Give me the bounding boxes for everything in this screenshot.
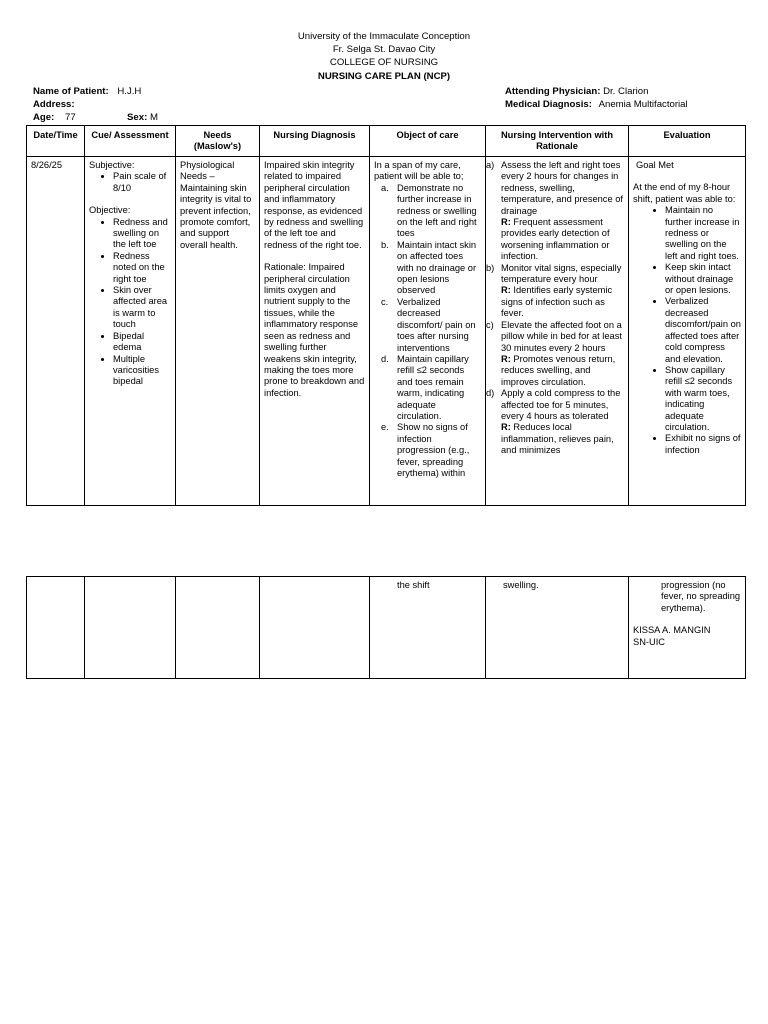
evaluation-intro: At the end of my 8-hour shift, patient was able to: [633, 182, 736, 204]
ncp-continuation-table [26, 576, 746, 679]
physician-row [505, 85, 648, 98]
intervention-list [486, 160, 624, 457]
physician-label: Attending Physician: [505, 86, 601, 97]
medical-diagnosis-label: Medical Diagnosis: [505, 99, 592, 110]
ncp-header-row [27, 126, 746, 157]
cont-intervention-cell [486, 577, 629, 679]
objective-item: • Redness noted on the right toe [113, 251, 171, 285]
college-name: COLLEGE OF NURSING [329, 57, 439, 68]
header-date-time: Date/Time [27, 126, 85, 157]
signature-role: SN-UIC [633, 636, 666, 647]
document-title: NURSING CARE PLAN (NCP) [317, 71, 451, 82]
header-nursing-diagnosis: Nursing Diagnosis [260, 126, 370, 157]
intervention-item: c) Elevate the affected foot on a pillow while in bed for at least 30 minutes every 2 hours R: Promotes venous return, reduces swelling, and improves circulation. [486, 319, 622, 387]
goal-item: a. Demonstrate no further increase in redness or swelling on the left and right toes [381, 182, 477, 239]
ncp-entry-row [27, 157, 746, 506]
patient-name-label: Name of Patient: [33, 86, 109, 97]
intervention-item: d) Apply a cold compress to the affected toe for 5 minutes, every 4 hours as tolerated R: Reduces local inflammation, relieves pain, and minimizes [486, 388, 621, 456]
date-value: 8/26/25 [31, 160, 63, 170]
university-address: Fr. Selga St. Davao City [332, 44, 436, 55]
evaluation-item: • Show capillary refill ≤2 seconds with warm toes, indicating adequate circulation. [665, 365, 741, 433]
signature-name: KISSA A. MANGIN [633, 625, 711, 636]
header-evaluation: Evaluation [629, 126, 746, 157]
patient-age-label: Age: [33, 112, 55, 123]
objective-item: • Redness and swelling on the left toe [113, 217, 171, 251]
diagnosis-rationale: Rationale: Impaired peripheral circulation limits oxygen and nutrient supply to the tissues, while the inflammatory response seen as redness and swelling further weakens skin integrity, making the toes more prone to breakdown and infection. [264, 262, 365, 398]
medical-diagnosis: Anemia Multifactorial [598, 99, 688, 110]
header-cue-assessment: Cue/ Assessment [85, 126, 176, 157]
goal-item: d. Maintain capillary refill ≤2 seconds and toes remain warm, indicating adequate circulation. [381, 353, 469, 421]
header-needs: Needs (Maslow's) [176, 126, 260, 157]
objective-list [89, 217, 171, 388]
goal-item: e. Show no signs of infection progression (e.g., fever, spreading erythema) within [381, 422, 470, 478]
continuation-row [27, 577, 746, 679]
cont-diagnosis-cell [260, 577, 370, 679]
evaluation-cell [629, 157, 746, 506]
nursing-diagnosis-text: Impaired skin integrity related to impaired peripheral circulation and inflammatory response, as evidenced by redness and swelling of the left toe and redness of the right toe. [264, 160, 364, 250]
objective-item: • Multiple varicosities bipedal [113, 354, 171, 388]
intervention-item: b) Monitor vital signs, especially temperature every hour R: Identifies early systemic signs of infection such as fever. [486, 262, 622, 319]
date-cell [27, 157, 85, 506]
intervention-item: a) Assess the left and right toes every 2 hours for changes in redness, swelling, temperature, and presence of drainage R: Frequent assessment provides early detection of worsening inflammation or infection. [486, 160, 623, 262]
patient-name-row [33, 85, 141, 98]
patient-age-row [33, 111, 76, 124]
evaluation-item: • Maintain no further increase in redness or swelling on the left and right toes. [665, 205, 741, 262]
objective-cell [370, 157, 486, 506]
objective-item: • Bipedal edema [113, 331, 171, 354]
evaluation-item: • Keep skin intact without drainage or open lesions. [665, 262, 741, 296]
cont-needs-cell [176, 577, 260, 679]
intervention-cell [486, 157, 629, 506]
ncp-table [26, 125, 746, 506]
header-intervention: Nursing Intervention with Rationale [486, 126, 629, 157]
objective-continued: the shift [397, 580, 430, 590]
needs-text: Physiological Needs – Maintaining skin integrity is vital to prevent infection, promote comfort, and support overall health. [180, 160, 252, 250]
cont-cue-cell [85, 577, 176, 679]
objective-label: Objective: [89, 205, 131, 216]
evaluation-item: • Exhibit no signs of infection [665, 433, 741, 456]
intervention-continued: swelling. [503, 580, 539, 590]
cue-cell [85, 157, 176, 506]
header-object-of-care: Object of care [370, 126, 486, 157]
evaluation-continued: progression (no fever, no spreading erythema). [661, 580, 741, 613]
goal-item: b. Maintain intact skin on affected toes with no drainage or open lesions observed [381, 239, 477, 296]
patient-address-label: Address: [33, 99, 75, 110]
objective-intro: In a span of my care, patient will be able to; [374, 160, 464, 182]
patient-sex-label: Sex: [127, 112, 148, 123]
goal-status: Goal Met [636, 160, 674, 170]
patient-sex: M [149, 112, 158, 123]
patient-address-row [33, 98, 75, 111]
cont-objective-cell [370, 577, 486, 679]
diagnosis-cell [260, 157, 370, 506]
patient-name: H.J.H [117, 86, 142, 97]
subjective-list [89, 171, 171, 194]
diagnosis-row [505, 98, 688, 111]
cont-date-cell [27, 577, 85, 679]
goal-item: c. Verbalized decreased discomfort/ pain on toes after nursing interventions [381, 296, 476, 353]
objective-goals-list [374, 183, 481, 480]
evaluation-item: • Verbalized decreased discomfort/pain on affected toes after cold compress and elevation. [665, 296, 741, 364]
needs-cell [176, 157, 260, 506]
subjective-label: Subjective: [89, 160, 135, 170]
university-name: University of the Immaculate Conception [297, 31, 471, 42]
evaluation-list [633, 205, 741, 456]
physician-name: Dr. Clarion [603, 86, 649, 97]
patient-age: 77 [65, 112, 76, 123]
subjective-item: • Pain scale of 8/10 [113, 171, 171, 194]
objective-item: • Skin over affected area is warm to touch [113, 285, 171, 331]
cont-evaluation-cell [629, 577, 746, 679]
patient-sex-row [127, 111, 158, 124]
